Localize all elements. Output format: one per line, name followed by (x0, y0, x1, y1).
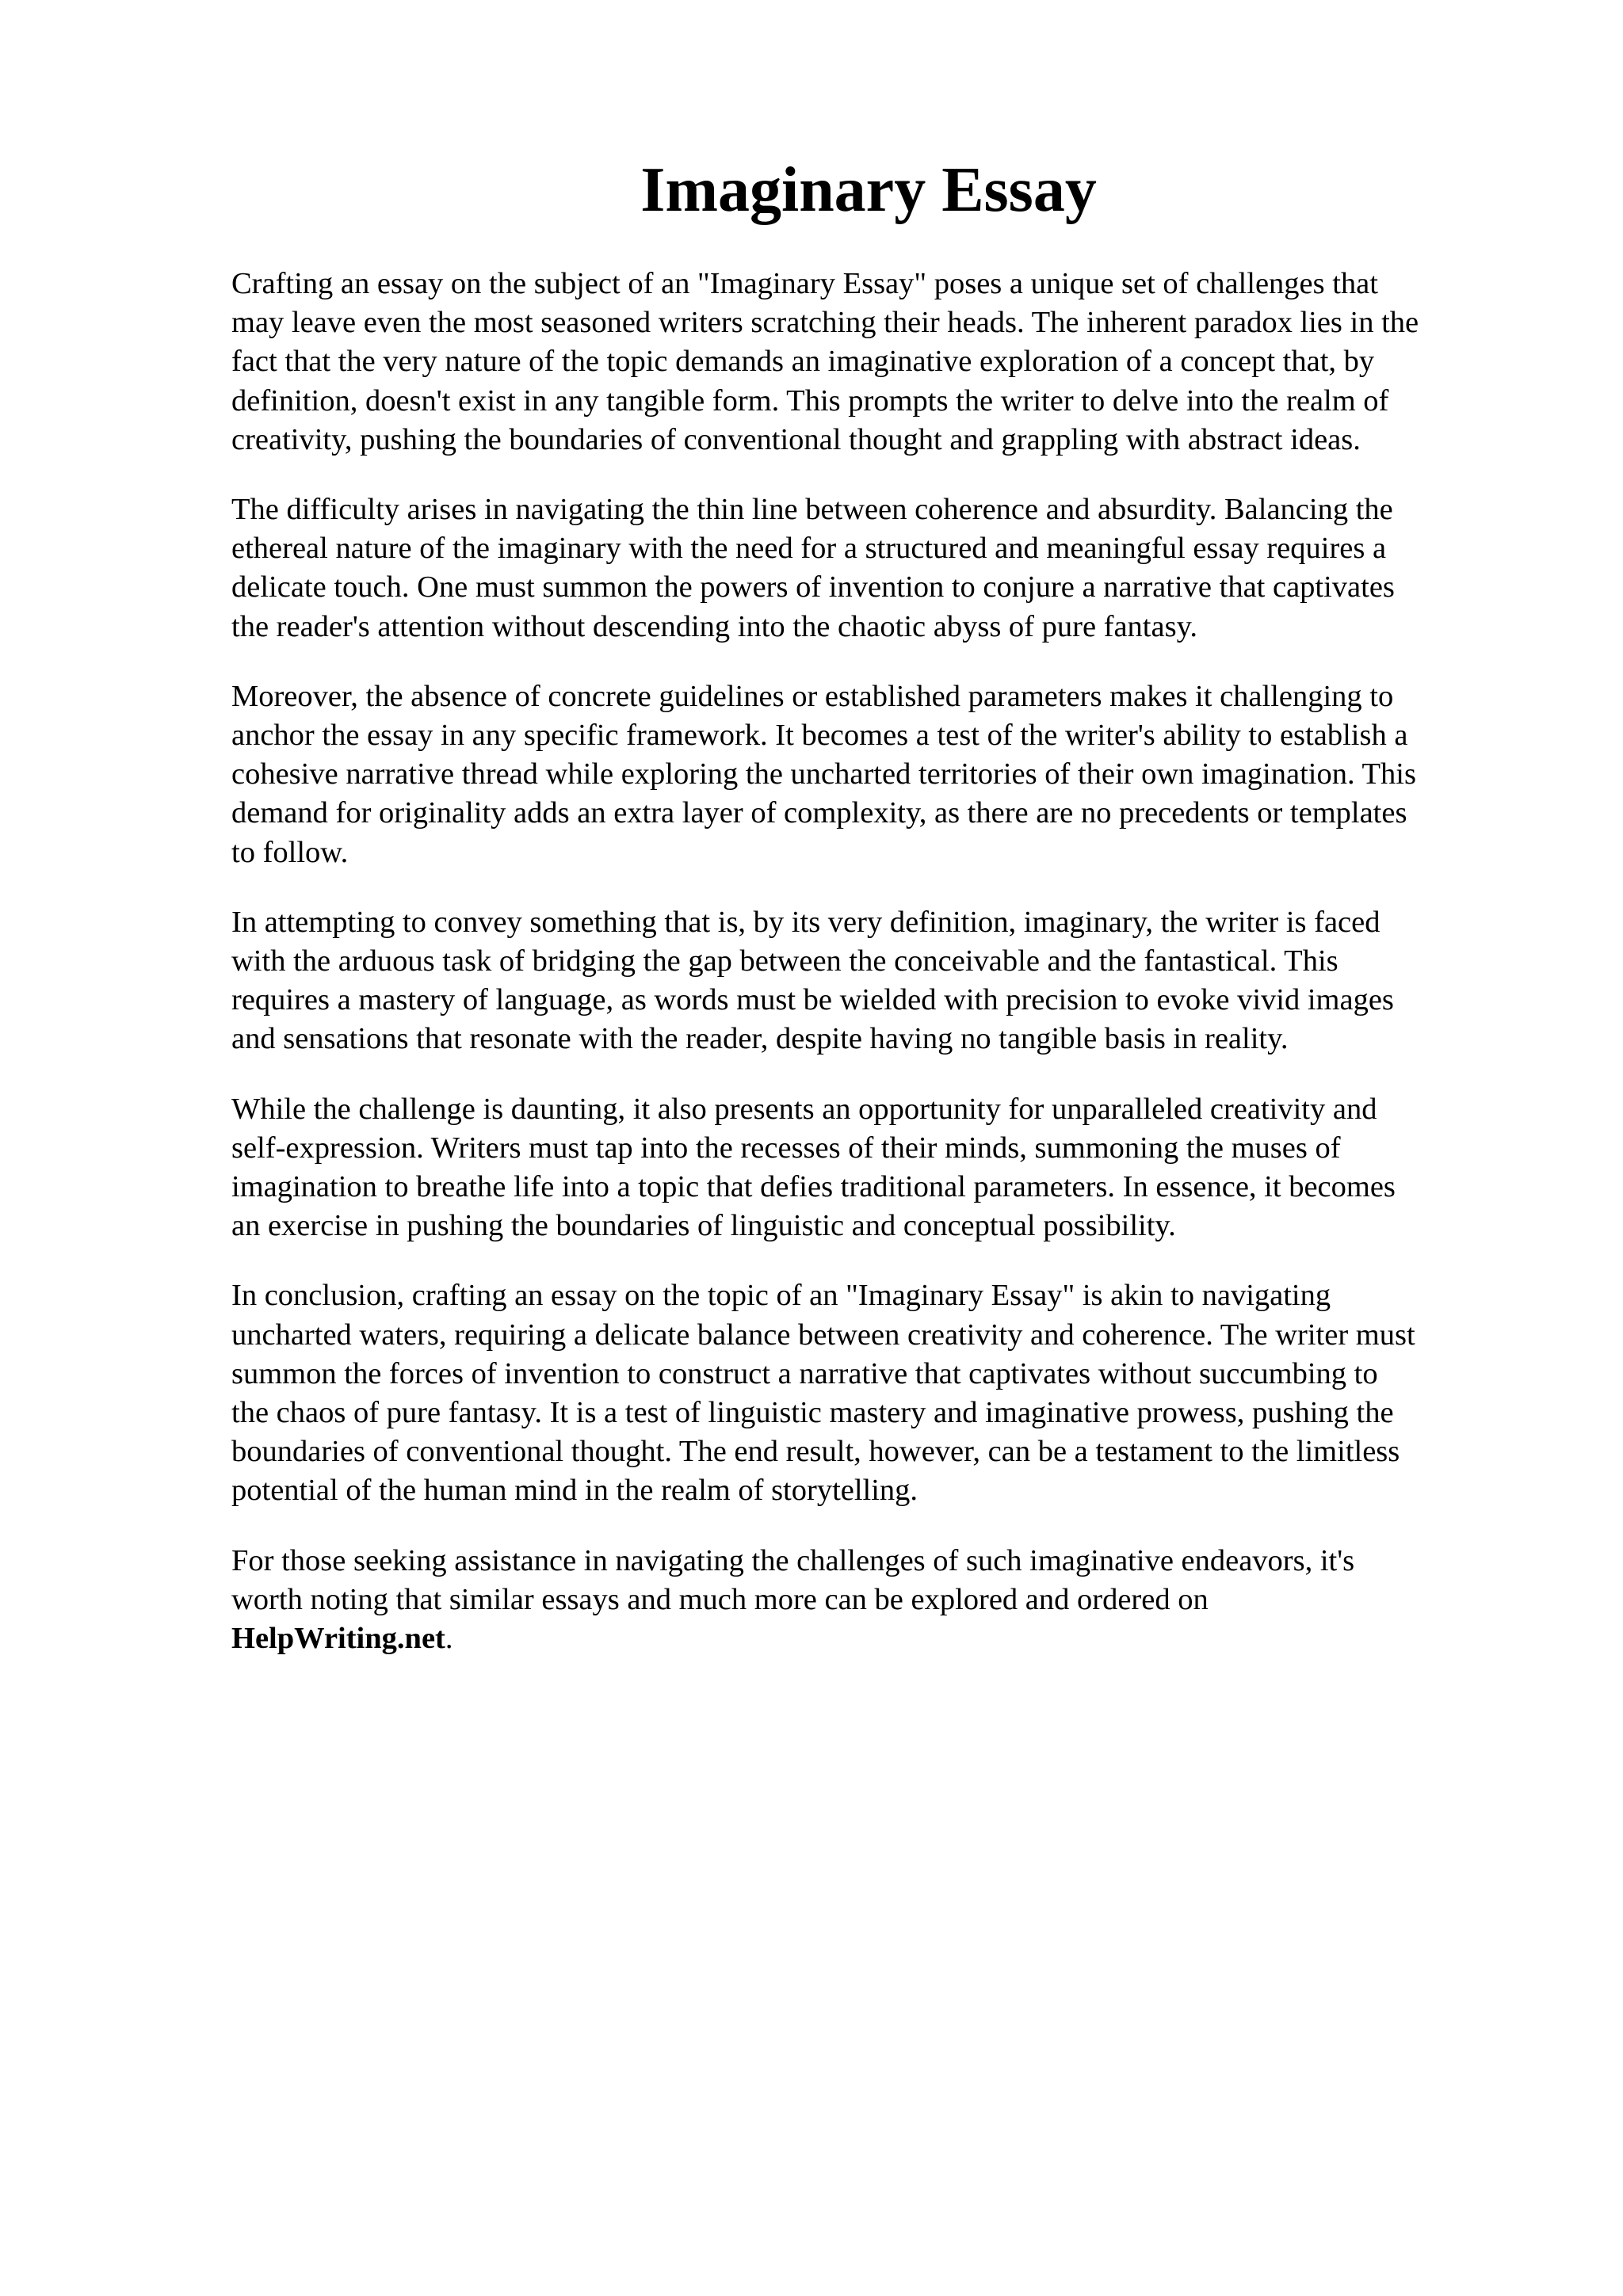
helpwriting-link[interactable]: HelpWriting.net (231, 1622, 445, 1656)
essay-body (231, 265, 1531, 1689)
text-line: creativity, pushing the boundaries of conventional thought and grappling with abstract ideas. (231, 422, 1361, 456)
text-line: Crafting an essay on the subject of an "Imaginary Essay" poses a unique set of challenges that (231, 267, 1378, 300)
text-line: definition, doesn't exist in any tangible form. This prompts the writer to delve into the realm of (231, 383, 1389, 418)
text-line: the reader's attention without descending into the chaotic abyss of pure fantasy. (231, 609, 1197, 643)
text-line: fact that the very nature of the topic demands an imaginative exploration of a concept that, by (231, 345, 1375, 379)
text-line: may leave even the most seasoned writers scratching their heads. The inherent paradox lies in the (231, 306, 1419, 340)
text-line: to follow. (231, 835, 349, 869)
text-line: The difficulty arises in navigating the thin line between coherence and absurdity. Balancing the (231, 493, 1393, 527)
text-line: summon the forces of invention to construct a narrative that captivates without succumbing to (231, 1356, 1378, 1390)
closing-line (231, 1619, 1531, 1658)
text-line: with the arduous task of bridging the gap between the conceivable and the fantastical. This (231, 944, 1338, 978)
paragraph-7 (231, 1542, 1531, 1659)
paragraph-5 (231, 1090, 1531, 1246)
text-line: worth noting that similar essays and much more can be explored and ordered on (231, 1582, 1209, 1616)
paragraph-1 (231, 265, 1531, 460)
paragraph-6 (231, 1276, 1531, 1510)
paragraph-2 (231, 490, 1531, 646)
text-line: cohesive narrative thread while exploring the uncharted territories of their own imagination. This (231, 757, 1416, 791)
text-line: demand for originality adds an extra layer of complexity, as there are no precedents or templates (231, 796, 1407, 830)
text-line: delicate touch. One must summon the powers of invention to conjure a narrative that captivates (231, 570, 1395, 605)
text-line: Moreover, the absence of concrete guidelines or established parameters makes it challenging to (231, 679, 1394, 713)
text-line: the chaos of pure fantasy. It is a test of linguistic mastery and imaginative prowess, pushing the (231, 1396, 1394, 1430)
paragraph-4 (231, 903, 1531, 1059)
text-line: For those seeking assistance in navigating the challenges of such imaginative endeavors, it's (231, 1543, 1355, 1577)
text-line: self-expression. Writers must tap into the recesses of their minds, summoning the muses of (231, 1131, 1341, 1165)
document-title: Imaginary Essay (640, 155, 1097, 225)
text-line: potential of the human mind in the realm of storytelling. (231, 1474, 918, 1508)
text-line: ethereal nature of the imaginary with the need for a structured and meaningful essay requires a (231, 532, 1387, 566)
text-line: imagination to breathe life into a topic that defies traditional parameters. In essence, it becomes (231, 1170, 1396, 1204)
text-line: In conclusion, crafting an essay on the topic of an "Imaginary Essay" is akin to navigating (231, 1279, 1331, 1313)
text-line: boundaries of conventional thought. The end result, however, can be a testament to the limitless (231, 1435, 1400, 1469)
closing-period: . (445, 1622, 453, 1656)
text-line: While the challenge is daunting, it also presents an opportunity for unparalleled creativity and (231, 1092, 1377, 1126)
text-line: In attempting to convey something that is, by its very definition, imaginary, the writer is faced (231, 905, 1381, 939)
text-line: requires a mastery of language, as words must be wielded with precision to evoke vivid images (231, 983, 1394, 1017)
paragraph-3 (231, 677, 1531, 872)
text-line: uncharted waters, requiring a delicate balance between creativity and coherence. The writer must (231, 1318, 1415, 1352)
text-line: anchor the essay in any specific framework. It becomes a test of the writer's ability to establish a (231, 719, 1408, 753)
text-line: and sensations that resonate with the reader, despite having no tangible basis in reality. (231, 1022, 1289, 1056)
text-line: an exercise in pushing the boundaries of linguistic and conceptual possibility. (231, 1209, 1176, 1243)
